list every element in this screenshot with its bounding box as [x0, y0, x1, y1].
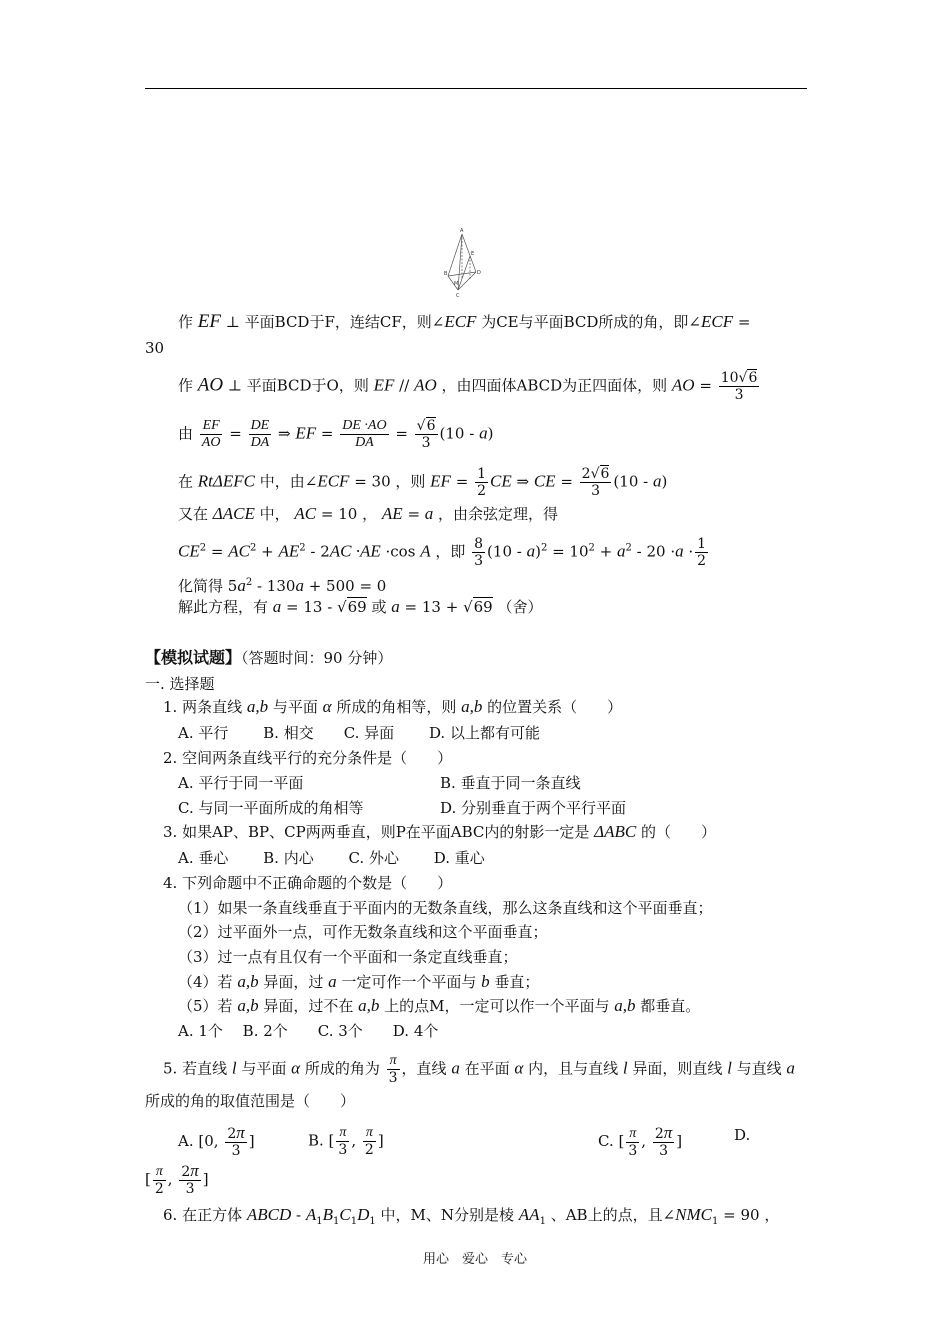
text-line-1b: 30: [145, 339, 165, 357]
page-footer: 用心 爱心 专心: [422, 1252, 527, 1267]
text-line-1: 作 EF ⊥ 平面BCD于F，连结CF，则∠ECF 为CE与平面BCD所成的角，即∠ECF =: [178, 311, 751, 332]
question-4-item-1: （1）如果一条直线垂直于平面内的无数条直线，那么这条直线和这个平面垂直；: [178, 899, 713, 917]
section-heading: [145, 648, 392, 668]
text-line-7: 化简得 $5a^2 - 130a + 500 = 0$: [178, 576, 387, 595]
question-3: 3. 如果AP、BP、CP两两垂直，则P在平面ABC内的射影一定是 ΔABC 的（ ）: [163, 822, 717, 841]
text-line-4: 在 RtΔEFC 中，由∠ECF = 30 ，则 EF = $\frac{1}{2}$ CE ⇒ CE = $\frac{2√6}{3}$ (10 - a): [178, 466, 668, 499]
question-2-option-c: C. 与同一平面所成的角相等: [178, 799, 364, 817]
text-line-2: 作 AO ⊥ 平面BCD于O，则 EF // AO ，由四面体ABCD为正四面体，则 AO = $\frac{10√6}{3}$: [178, 370, 758, 403]
svg-text:E: E: [471, 251, 475, 257]
question-4-item-4: （4）若 a,b 异面，过 a 一定可作一个平面与 b 垂直；: [178, 972, 540, 991]
question-5-option-c: C. [ $\frac{\pi}{3}$ , $\frac{2\pi}{3}$ ]: [598, 1123, 683, 1159]
text-line-5: 又在 ΔACE 中， AC = 10 ， AE = a ，由余弦定理，得: [178, 504, 559, 523]
question-6: 6. 在正方体 ABCD - $A_1B_1C_1D_1$ 中，M、N分别是棱 $AA_1$ 、AB上的点，且$\angle NMC_1 = 90$ ，: [163, 1205, 780, 1227]
svg-text:B: B: [444, 271, 448, 277]
svg-text:M: M: [454, 281, 459, 287]
question-2-option-a: A. 平行于同一平面: [178, 774, 304, 792]
question-5-option-d-label: D.: [734, 1126, 751, 1144]
question-5-option-d: [ $\frac{\pi}{2}$ , $\frac{2\pi}{3}$ ]: [145, 1161, 209, 1197]
part-title: 一. 选择题: [145, 675, 215, 693]
header-rule: [145, 88, 807, 89]
question-2: 2. 空间两条直线平行的充分条件是（ ）: [163, 749, 453, 767]
question-4: 4. 下列命题中不正确命题的个数是（ ）: [163, 874, 453, 892]
question-4-item-2: （2）过平面外一点，可作无数条直线和这个平面垂直；: [178, 923, 548, 941]
section-note: （答题时间：90 分钟）: [241, 649, 393, 667]
question-5-option-b: B. [ $\frac{\pi}{3}$ , $\frac{\pi}{2}$ ]: [308, 1125, 384, 1158]
question-2-option-b: B. 垂直于同一条直线: [440, 774, 581, 792]
text-line-3: 由 $\frac{EF}{AO}$ = $\frac{DE}{DA}$ ⇒ EF = $\frac{DE \cdot AO}{DA}$ = $\frac{√6}{3}$ (10 - a): [178, 418, 494, 451]
question-4-item-3: （3）过一点有且仅有一个平面和一条定直线垂直；: [178, 948, 518, 966]
text-line-6: $CE^2 = AC^2 + AE^2 - 2AC \cdot AE \cdot\cos$ A ，即 $\frac{8}{3}$ $(10 - a)^2 = 10^2 + a^2 - 20 \cdot a$ · $\frac{1}{2}$: [178, 536, 707, 569]
question-1-options: A. 平行 B. 相交 C. 异面 D. 以上都有可能: [178, 724, 540, 742]
question-3-options: A. 垂心 B. 内心 C. 外心 D. 重心: [178, 849, 485, 867]
question-2-option-d: D. 分别垂直于两个平行平面: [440, 799, 627, 817]
question-5: 5. 若直线 l 与平面 α 所成的角为 $\frac{\pi}{3}$ ，直线 a 在平面 α 内，且与直线 l 异面，则直线 l 与直线 a: [163, 1053, 795, 1086]
question-4-item-5: （5）若 a,b 异面，过不在 a,b 上的点M，一定可以作一个平面与 a,b 都垂直。: [178, 996, 701, 1015]
question-1: 1. 两条直线 a,b 与平面 α 所成的角相等，则 a,b 的位置关系（ ）: [163, 697, 623, 716]
question-5-option-a: A. [0, $\frac{2\pi}{3}$ ]: [178, 1123, 255, 1159]
text-line-8: 解此方程，有 a = 13 - √69 或 a = 13 + √69 （舍）: [178, 597, 543, 616]
question-4-options: A. 1个 B. 2个 C. 3个 D. 4个: [178, 1022, 439, 1040]
svg-text:D: D: [477, 270, 481, 276]
tetrahedron-figure: [440, 226, 488, 300]
question-5-continued: 所成的角的取值范围是（ ）: [145, 1092, 356, 1110]
section-title: 【模拟试题】: [145, 648, 242, 667]
svg-text:C: C: [456, 293, 460, 299]
svg-text:A: A: [460, 228, 464, 234]
